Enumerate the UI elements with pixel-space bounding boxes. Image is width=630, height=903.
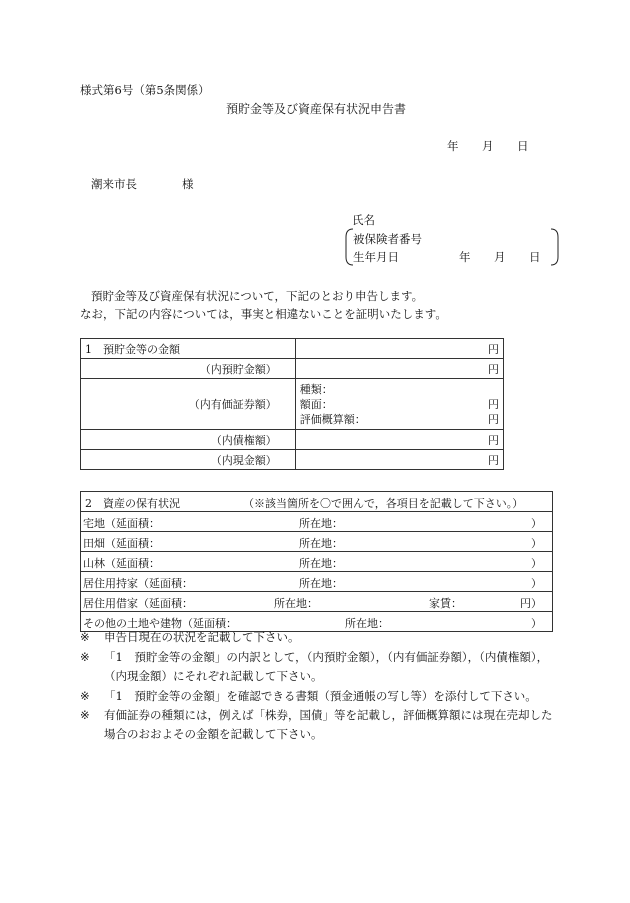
yen-unit: 円 bbox=[295, 430, 503, 450]
birth-day: 日 bbox=[529, 250, 541, 264]
securities-label: （内有価証券額） bbox=[81, 379, 296, 430]
close-paren: ） bbox=[531, 617, 542, 630]
insured-number-label: 被保険者番号 bbox=[353, 232, 422, 246]
securities-face: 額面： 円 bbox=[299, 397, 499, 411]
table-row bbox=[81, 512, 552, 532]
table-row bbox=[81, 592, 552, 612]
birth-month: 月 bbox=[494, 250, 506, 264]
location-label: 所在地： bbox=[274, 597, 318, 610]
close-paren: ） bbox=[531, 557, 542, 570]
rent-label: 家賃： bbox=[429, 597, 462, 610]
birth-year: 年 bbox=[459, 250, 471, 264]
cash-label: （内現金額） bbox=[81, 450, 296, 470]
table-row bbox=[81, 339, 504, 359]
farmland-label: 田畑（延面積： bbox=[83, 537, 160, 550]
date-year: 年 bbox=[447, 139, 459, 153]
deposits-label: （内預貯金額） bbox=[81, 359, 296, 379]
bonds-label: （内債権額） bbox=[81, 430, 296, 450]
form-number: 様式第6号（第5条関係） bbox=[80, 83, 210, 97]
owned-house-label: 居住用持家（延面積： bbox=[83, 577, 193, 590]
birth-label: 生年月日 bbox=[353, 250, 399, 264]
deposit-table bbox=[80, 338, 504, 470]
location-label: 所在地： bbox=[345, 617, 389, 630]
securities-detail-cell bbox=[295, 379, 503, 430]
note-1: ※ 申告日現在の状況を記載して下さい。 bbox=[80, 630, 300, 644]
location-label: 所在地： bbox=[299, 557, 343, 570]
rented-house-label: 居住用借家（延面積： bbox=[83, 597, 193, 610]
table-row bbox=[81, 379, 504, 430]
addressee-name: 潮来市長 bbox=[91, 177, 137, 191]
date-day: 日 bbox=[517, 139, 529, 153]
yen-unit: 円 bbox=[295, 339, 503, 359]
section2-instruction: （※該当箇所を〇で囲んで，各項目を記載して下さい。） bbox=[243, 497, 524, 510]
statement-line1: 預貯金等及び資産保有状況について，下記のとおり申告します。 bbox=[91, 289, 424, 303]
close-paren: ） bbox=[531, 517, 542, 530]
section2-title: 2 資産の保有状況 bbox=[85, 497, 180, 510]
table-row bbox=[81, 359, 504, 379]
table-row bbox=[81, 450, 504, 470]
table-row bbox=[81, 532, 552, 552]
table-row bbox=[81, 552, 552, 572]
date-month: 月 bbox=[482, 139, 494, 153]
statement-line2: なお，下記の内容については，事実と相違ないことを証明いたします。 bbox=[80, 307, 447, 321]
page-title: 預貯金等及び資産保有状況申告書 bbox=[226, 102, 407, 116]
location-label: 所在地： bbox=[299, 537, 343, 550]
close-paren: ） bbox=[531, 537, 542, 550]
table-row bbox=[81, 430, 504, 450]
securities-estimate: 評価概算額： 円 bbox=[299, 412, 499, 426]
close-paren: ） bbox=[531, 577, 542, 590]
yen-unit: 円 bbox=[295, 359, 503, 379]
section1-title: 1 預貯金等の金額 bbox=[81, 339, 296, 359]
location-label: 所在地： bbox=[299, 577, 343, 590]
table-row bbox=[81, 572, 552, 592]
note-3: ※ 「1 預貯金等の金額」を確認できる書類（預金通帳の写し等）を添付して下さい。 bbox=[80, 689, 537, 703]
addressee-suffix: 様 bbox=[182, 177, 194, 191]
yen-close: 円） bbox=[520, 597, 542, 610]
assets-table bbox=[80, 491, 553, 632]
note-4: ※ 有価証券の種類には，例えば「株券，国債」等を記載し，評価概算額には現在売却した場合のおおよその金額を記載して下さい。 bbox=[80, 708, 553, 741]
securities-type: 種類： bbox=[299, 382, 333, 396]
location-label: 所在地： bbox=[299, 517, 343, 530]
right-bracket bbox=[550, 228, 560, 266]
yen-unit: 円 bbox=[295, 450, 503, 470]
other-property-label: その他の土地や建物（延面積： bbox=[83, 617, 237, 630]
table-row bbox=[81, 492, 552, 512]
name-label: 氏名 bbox=[352, 213, 375, 227]
forest-label: 山林（延面積： bbox=[83, 557, 160, 570]
residential-land-label: 宅地（延面積： bbox=[83, 517, 160, 530]
note-2: ※ 「1 預貯金等の金額」の内訳として，（内預貯金額），（内有価証券額），（内債権額），（内現金額）にそれぞれ記載して下さい。 bbox=[80, 650, 549, 683]
